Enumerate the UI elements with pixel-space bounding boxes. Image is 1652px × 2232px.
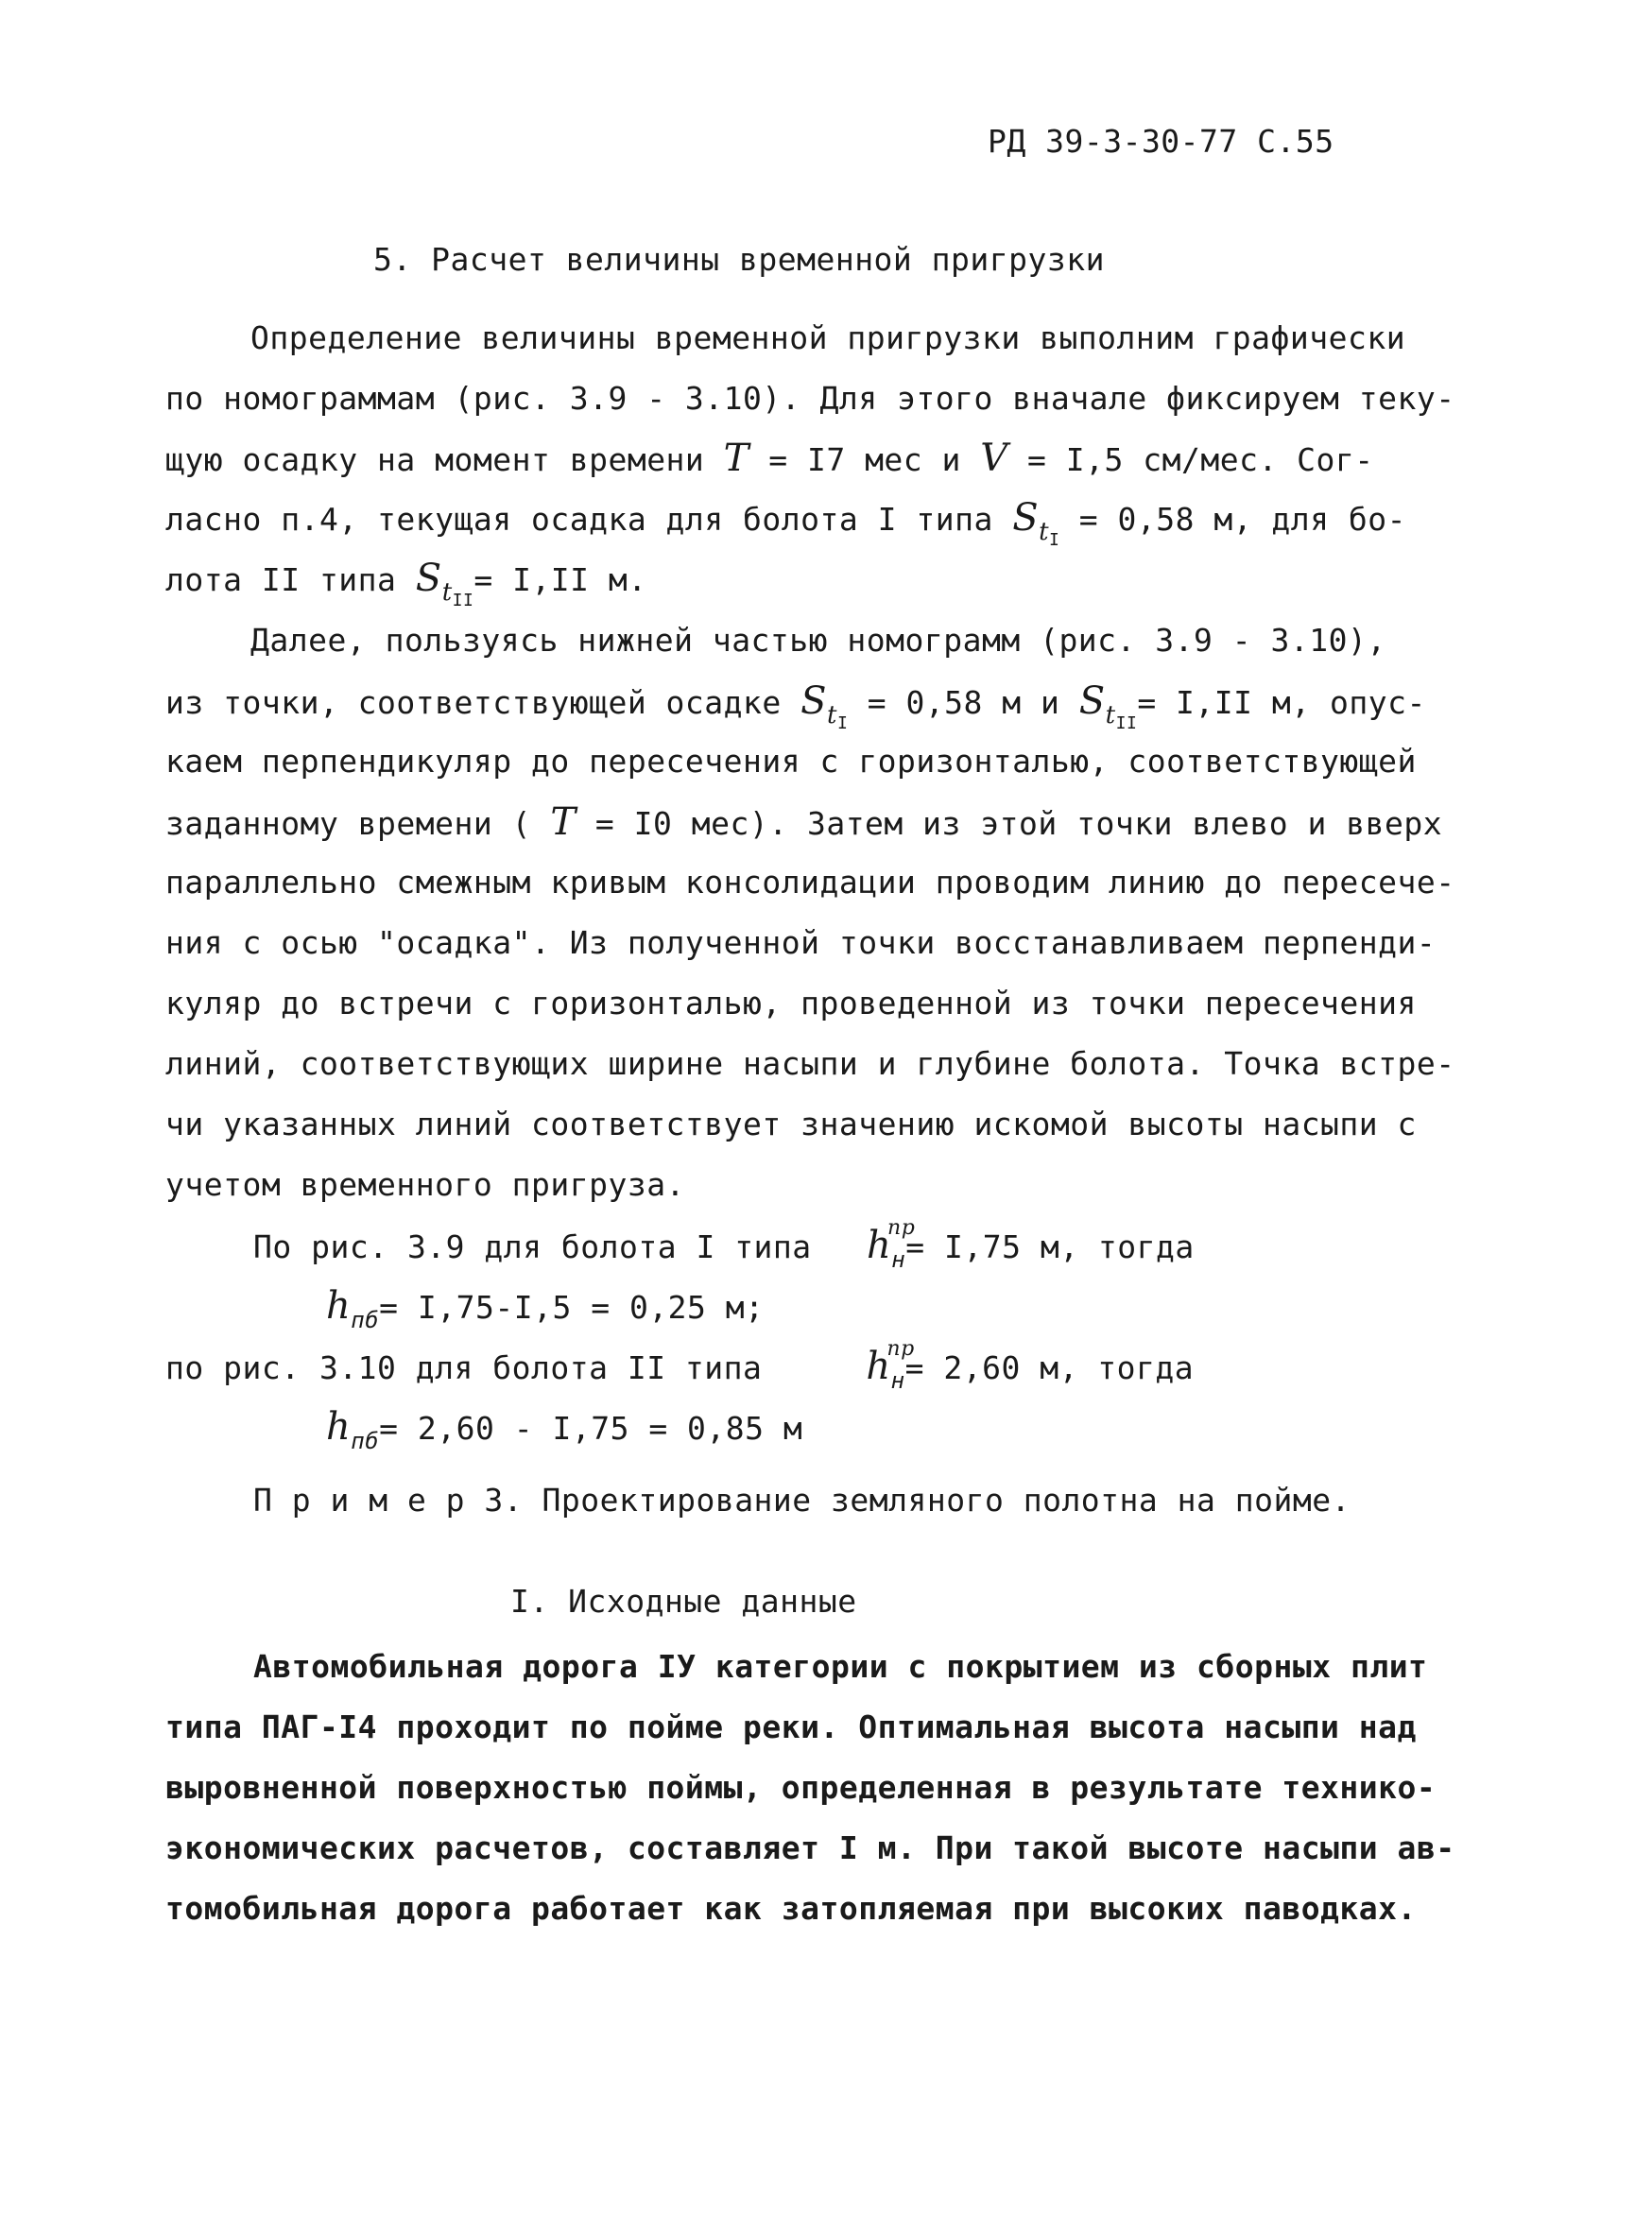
p2-line-8: линий, соответствующих ширине насыпи и глубине болота. Точка встре- bbox=[165, 1045, 1455, 1082]
calc-line-4: $h_{пб}= 2,60 - I,75 = 0,85$ м bbox=[326, 1405, 803, 1454]
s1-line-1: Автомобильная дорога IУ категории с покрытием из сборных плит bbox=[253, 1648, 1428, 1685]
p2-line-4: заданному времени ( T = I0 мес). Затем из этой точки влево и вверх bbox=[165, 800, 1443, 844]
section-1-title: I. Исходные данные bbox=[510, 1583, 857, 1620]
s1-line-3: выровненной поверхностью поймы, определенная в результате технико- bbox=[165, 1769, 1437, 1806]
p2-line-10: учетом временного пригруза. bbox=[165, 1166, 685, 1203]
p1-line-2: по номограммам (рис. 3.9 - 3.10). Для этого вначале фиксируем теку- bbox=[165, 380, 1455, 417]
p2-line-1: Далее, пользуясь нижней частью номограмм (рис. 3.9 - 3.10), bbox=[250, 622, 1386, 659]
p1-line-5: лота II типа $S_{t_{II}}= I,II$ м. bbox=[165, 557, 647, 610]
var-S: S bbox=[1012, 496, 1040, 540]
p2-line-6: ния с осью "осадка". Из полученной точки восстанавливаем перпенди- bbox=[165, 924, 1437, 961]
p1-line-4: ласно п.4, текущая осадка для болота I типа $S_{t_I} = 0,58$ м, для бо- bbox=[165, 496, 1407, 550]
p2-line-9: чи указанных линий соответствует значению искомой высоты насыпи с bbox=[165, 1106, 1417, 1142]
page-header: РД 39-3-30-77 С.55 bbox=[988, 123, 1334, 160]
var-V: V bbox=[980, 437, 1008, 480]
example-3-title: П р и м е р 3. Проектирование земляного полотна на пойме. bbox=[253, 1482, 1351, 1519]
p1-line-3: щую осадку на момент времени T = I7 мес и V = I,5 см/мес. Сог- bbox=[165, 437, 1374, 480]
calc-line-2: $h_{пб}= I,75-I,5 = 0,25$ м; bbox=[326, 1284, 765, 1333]
s1-line-2: типа ПАГ-I4 проходит по пойме реки. Оптимальная высота насыпи над bbox=[165, 1708, 1417, 1745]
p2-line-3: каем перпендикуляр до пересечения с горизонталью, соответствующей bbox=[165, 743, 1417, 780]
var-T: T bbox=[723, 437, 749, 480]
calc-line-3: по рис. 3.10 для болота II типа h пр $_н$= 2,60 м, тогда bbox=[165, 1337, 1195, 1394]
section-5-title: 5. Расчет величины временной пригрузки bbox=[373, 241, 1105, 278]
p2-line-7: куляр до встречи с горизонталью, проведенной из точки пересечения bbox=[165, 985, 1417, 1022]
p2-line-5: параллельно смежным кривым консолидации проводим линию до пересече- bbox=[165, 864, 1455, 901]
calc-line-1: По рис. 3.9 для болота I типа h пр $_н$= I,75 м, тогда bbox=[253, 1216, 1195, 1273]
p2-line-2: из точки, соответствующей осадке $S_{t_I} = 0,58$ м и $S_{t_{II}}= I,II$ м, опус- bbox=[165, 679, 1426, 733]
p1-line-1: Определение величины временной пригрузки выполним графически bbox=[250, 319, 1406, 356]
s1-line-4: экономических расчетов, составляет I м. При такой высоте насыпи ав- bbox=[165, 1829, 1455, 1866]
s1-line-5: томобильная дорога работает как затопляемая при высоких паводках. bbox=[165, 1890, 1417, 1927]
